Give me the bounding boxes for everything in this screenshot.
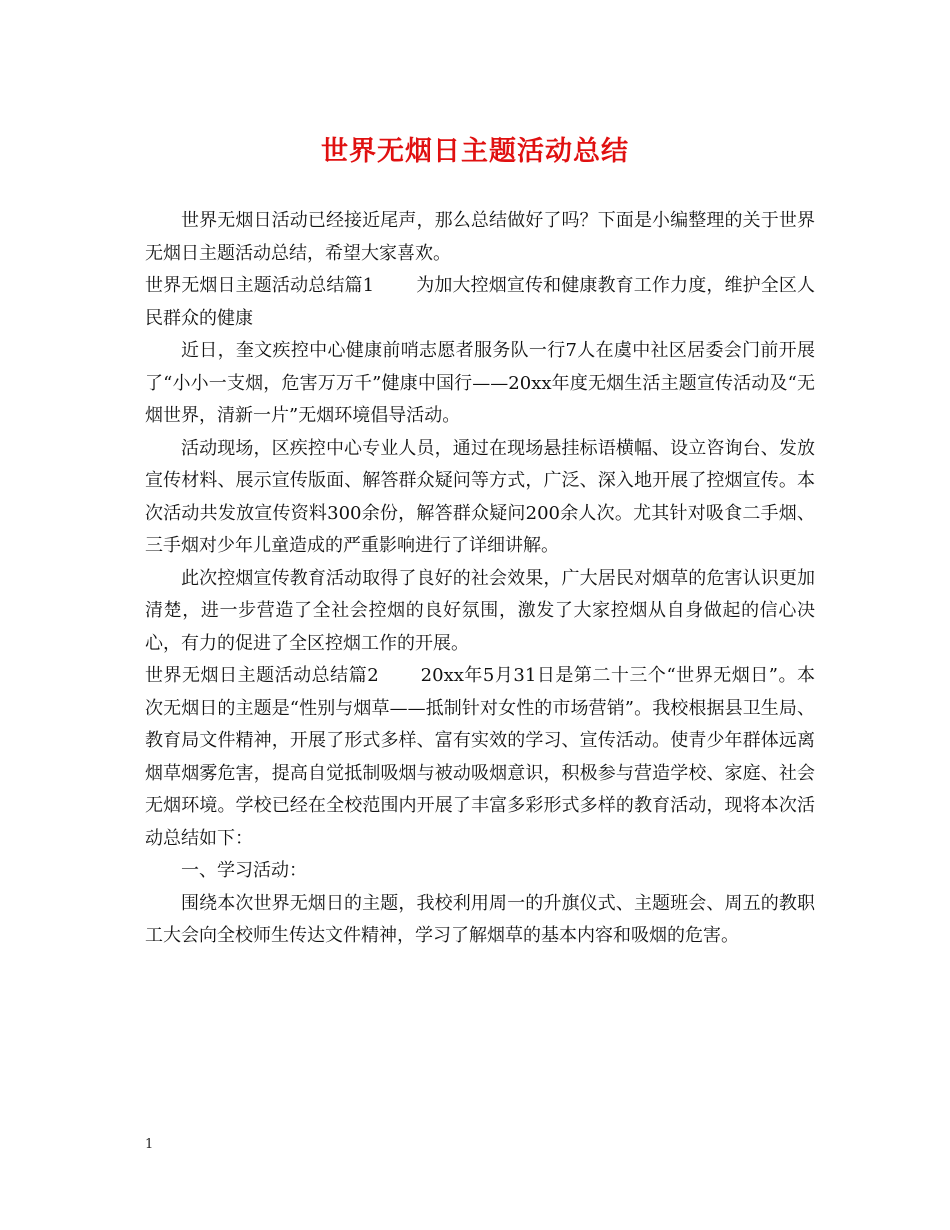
intro-paragraph: 世界无烟日活动已经接近尾声，那么总结做好了吗？下面是小编整理的关于世界无烟日主题活动总结，希望大家喜欢。 [145, 210, 815, 264]
section1-paragraph-3: 此次控烟宣传教育活动取得了良好的社会效果，广大居民对烟草的危害认识更加清楚，进一步营造了全社会控烟的良好氛围，激发了大家控烟从自身做起的信心决心，有力的促进了全区控烟工作的开展。 [145, 567, 815, 654]
section2-lead: 20xx年5月31日是第二十三个“世界无烟日”。本次无烟日的主题是“性别与烟草——抵制针对女性的市场营销”。我校根据县卫生局、教育局文件精神，开展了形式多样、富有实效的学习、宣传活动。使青少年群体远离烟草烟雾危害，提高自觉抵制吸烟与被动吸烟意识，积极参与营造学校、家庭、社会无烟环境。学校已经在全校范围内开展了丰富多彩形式多样的教育活动，现将本次活动总结如下： [145, 665, 815, 849]
section2-heading-line [145, 660, 815, 855]
section2-subheading: 一、学习活动： [181, 860, 307, 881]
document-body [145, 205, 815, 953]
section1-paragraph-2: 活动现场，区疾控中心专业人员，通过在现场悬挂标语横幅、设立咨询台、发放宣传材料、展示宣传版面、解答群众疑问等方式，广泛、深入地开展了控烟宣传。本次活动共发放宣传资料300余份，解答群众疑问200余人次。尤其针对吸食二手烟、三手烟对少年儿童造成的严重影响进行了详细讲解。 [145, 437, 815, 556]
section1-heading-line [145, 270, 815, 335]
document-title: 世界无烟日主题活动总结 [321, 136, 629, 167]
page-number: 1 [145, 1137, 154, 1152]
section2-heading: 世界无烟日主题活动总结篇2 [145, 665, 379, 686]
section1-heading: 世界无烟日主题活动总结篇1 [145, 275, 375, 296]
section1-lead: 为加大控烟宣传和健康教育工作力度，维护全区人民群众的健康 [145, 275, 816, 329]
section2-paragraph: 围绕本次世界无烟日的主题，我校利用周一的升旗仪式、主题班会、周五的教职工大会向全校师生传达文件精神，学习了解烟草的基本内容和吸烟的危害。 [145, 892, 815, 946]
section1-paragraph-1: 近日，奎文疾控中心健康前哨志愿者服务队一行7人在虞中社区居委会门前开展了“小小一支烟，危害万万千”健康中国行——20xx年度无烟生活主题宣传活动及“无烟世界，清新一片”无烟环境倡导活动。 [145, 340, 815, 426]
